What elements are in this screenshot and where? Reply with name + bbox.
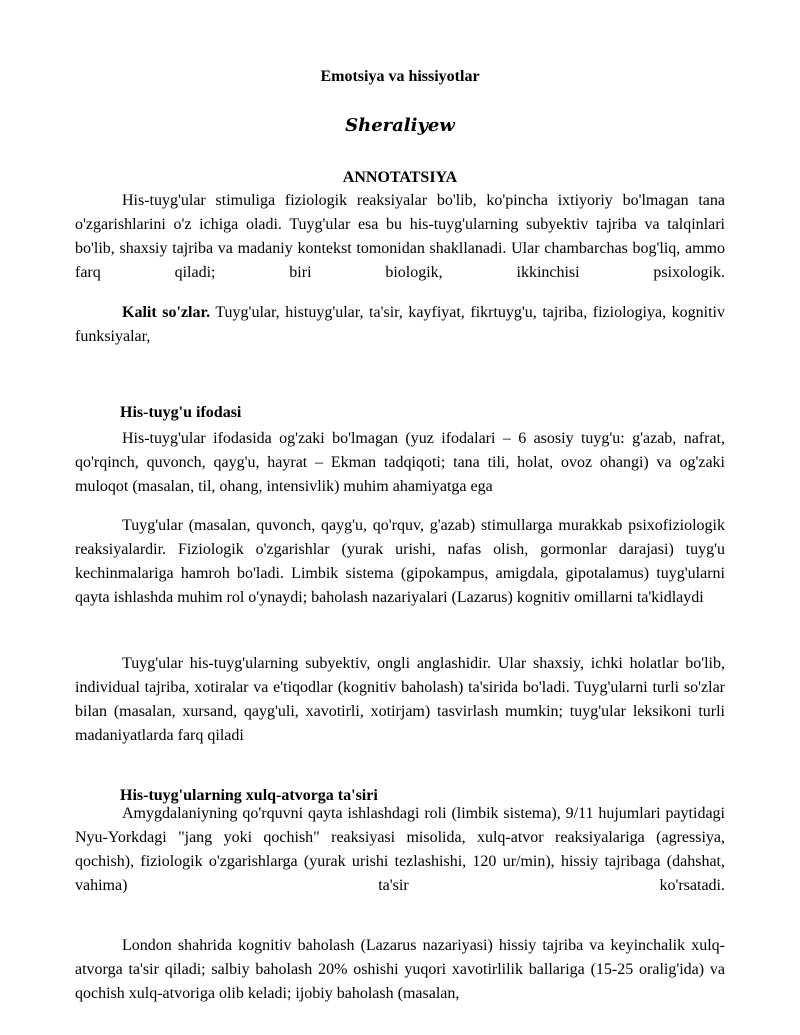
annotation-heading: ANNOTATSIYA bbox=[342, 169, 458, 186]
section2-paragraph-1: Amygdalaniyning qo'rquvni qayta ishlashdagi roli (limbik sistema), 9/11 hujumlari paytidagi Nyu-Yorkdagi "jang yoki qochish" reaksiyasi misolida, xulq-atvor reaksiyalariga (agressiya, qochish), fiziologik o'zgarishlarga (yurak urishi tezlashishi, 120 ur/min), hissiy tajribaga (dahshat, vahima) ta'sir ko'rsatadi. bbox=[75, 805, 725, 894]
keywords-paragraph bbox=[75, 301, 725, 349]
annotation-paragraph: His-tuyg'ular stimuliga fiziologik reaksiyalar bo'lib, ko'pincha ixtiyoriy bo'lmagan tana o'zgarishlarini o'z ichiga oladi. Tuyg'ular esa bu his-tuyg'ularning subyektiv tajriba va talqinlari bo'lib, shaxsiy tajriba va madaniy kontekst tomonidan shakllanadi. Ular chambarchas bog'liq, ammo farq qiladi; biri biologik, ikkinchisi psixologik. bbox=[75, 192, 725, 281]
section1-paragraph-1: His-tuyg'ular ifodasida og'zaki bo'lmagan (yuz ifodalari – 6 asosiy tuyg'u: g'azab, nafrat, qo'rqinch, quvonch, qayg'u, hayrat – Ekman tadqiqoti; tana tili, holat, ovoz ohangi) va og'zaki muloqot (masalan, til, ohang, intensivlik) muhim ahamiyatga ega bbox=[75, 430, 725, 495]
section1-paragraph-2: Tuyg'ular (masalan, quvonch, qayg'u, qo'rquv, g'azab) stimullarga murakkab psixofiziologik reaksiyalardir. Fiziologik o'zgarishlar (yurak urishi, nafas olish, gormonlar darajasi) tuyg'u kechinmalariga hamroh bo'ladi. Limbik sistema (gipokampus, amigdala, gipotalamus) tuyg'ularni qayta ishlashda muhim rol o'ynaydi; baholash nazariyalari (Lazarus) kognitiv omillarni ta'kidlaydi bbox=[75, 517, 725, 606]
author-name: Sheraliyew bbox=[345, 115, 455, 136]
document-title: Emotsiya va hissiyotlar bbox=[320, 68, 480, 85]
section-heading-behavior: His-tuyg'ularning xulq-atvorga ta'siri bbox=[120, 787, 378, 804]
section1-paragraph-3: Tuyg'ular his-tuyg'ularning subyektiv, ongli anglashidir. Ular shaxsiy, ichki holatlar bo'lib, individual tajriba, xotiralar va e'tiqodlar (kognitiv baholash) ta'sirida bo'ladi. Tuyg'ularni turli so'zlar bilan (masalan, xursand, qayg'uli, xavotirli, xotirjam) tasvirlash mumkin; tuyg'ular leksikoni turli madaniyatlarda farq qiladi bbox=[75, 655, 725, 744]
keywords-text: Tuyg'ular, histuyg'ular, ta'sir, kayfiyat, fikrtuyg'u, tajriba, fiziologiya, kognitiv funksiyalar, bbox=[75, 304, 725, 345]
section2-paragraph-2: London shahrida kognitiv baholash (Lazarus nazariyasi) hissiy tajriba va keyinchalik xulq-atvorga ta'sir qiladi; salbiy baholash 20% oshishi yuqori xavotirlilik ballariga (15-25 oralig'ida) va qochish xulq-atvoriga olib keladi; ijobiy baholash (masalan, bbox=[75, 937, 725, 1002]
section-heading-expression: His-tuyg'u ifodasi bbox=[120, 404, 242, 421]
keywords-label: Kalit so'zlar. bbox=[122, 304, 211, 321]
